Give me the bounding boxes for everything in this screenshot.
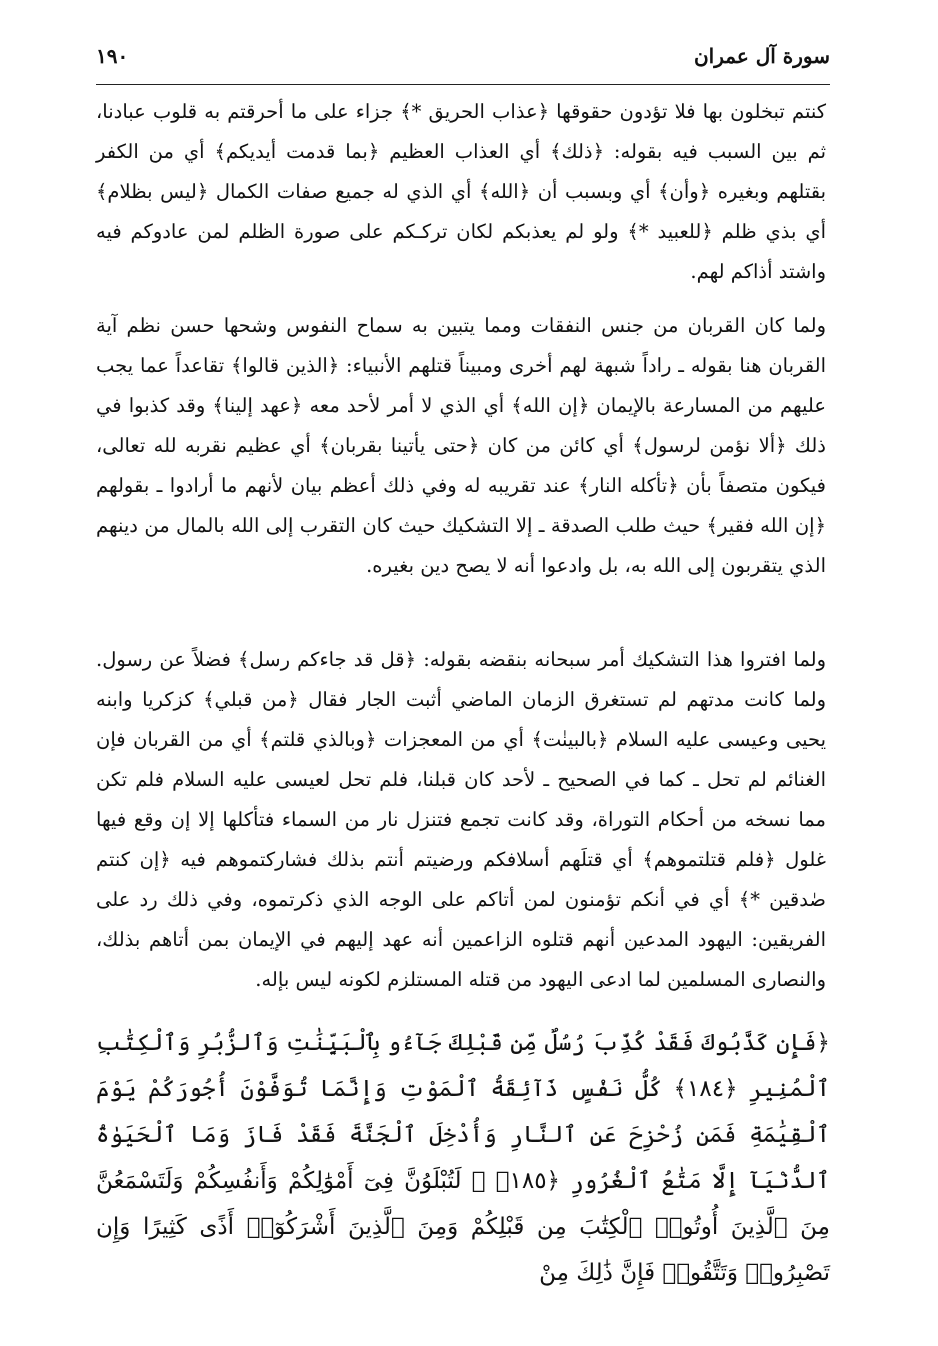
- paragraph-1: كنتم تبخلون بها فلا تؤدون حقوقها ﴿عذاب الحريق *﴾ جزاء على ما أحرقتم به قلوب عبادنا، ثم بين السبب فيه بقوله: ﴿ذلك﴾ أي العذاب العظيم ﴿بما قدمت أيديكم﴾ أي من الكفر بقتلهم وبغيره ﴿وأن﴾ أي وبسبب أن ﴿الله﴾ أي الذي له جميع صفات الكمال ﴿ليس بظلام﴾ أي بذي ظلم ﴿للعبيد *﴾ ولو لم يعذبكم لكان تركـكم على صورة الظلم لمن عادوكم فيه واشتد أذاكم لهم.: [96, 100, 826, 283]
- paragraph-2: ولما كان القربان من جنس النفقات ومما يتبين به سماح النفوس وشحها حسن نظم آية القربان هنا بقوله ـ راداً شبهة لهم أخرى ومبيناً قتلهم الأنبياء: ﴿الذين قالوا﴾ تقاعداً عما يجب عليهم من المسارعة بالإيمان ﴿إن الله﴾ أي الذي لا أمر لأحد معه ﴿عهد إلينا﴾ وقد كذبوا في ذلك ﴿ألا نؤمن لرسول﴾ أي كائن من كان ﴿حتى يأتينا بقربان﴾ أي عظيم نقربه لله تعالى، فيكون متصفاً بأن ﴿تأكله النار﴾ عند تقريبه له وفي ذلك أعظم بيان لأنهم ما أرادوا ـ بقولهم ﴿إن الله فقير﴾ حيث طلب الصدقة ـ إلا التشكيك حيث كان التقرب إلى الله بالمال من دينهم الذي يتقربون إلى الله به، بل وادعوا أنه لا يصح دين بغيره.: [96, 314, 826, 577]
- page-number: ١٩٠: [96, 44, 129, 68]
- quran-verse-text: ﴿فَإِن كَذَّبُوكَ فَقَدْ كُذِّبَ رُسُلٌ مِّن قَبْلِكَ جَآءُو بِٱلْبَيِّنَٰتِ وَٱلزُّبُرِ وَٱلْكِتَٰبِ ٱلْمُنِيرِ ﴿١٨٤﴾ كُلُّ نَفْسٍ ذَآئِقَةُ ٱلْمَوْتِ وَإِنَّمَا تُوَفَّوْنَ أُجُورَكُمْ يَوْمَ ٱلْقِيَٰمَةِ فَمَن زُحْزِحَ عَنِ ٱلنَّارِ وَأُدْخِلَ ٱلْجَنَّةَ فَقَدْ فَازَ وَمَا ٱلْحَيَوٰةُ ٱلدُّنْيَآ إِلَّا مَتَٰعُ ٱلْغُرُورِ ﴿١٨٥﴾ ۞ لَتُبْلَوُنَّ فِىٓ أَمْوَٰلِكُمْ وَأَنفُسِكُمْ وَلَتَسْمَعُنَّ مِنَ ٱلَّذِينَ أُوتُوا۟ ٱلْكِتَٰبَ مِن قَبْلِكُمْ وَمِنَ ٱلَّذِينَ أَشْرَكُوٓا۟ أَذًى كَثِيرًا وَإِن تَصْبِرُوا۟ وَتَتَّقُوا۟ فَإِنَّ ذَٰلِكَ مِنْ: [96, 1030, 830, 1286]
- quran-verses: [96, 1020, 830, 1296]
- paragraph-3: ولما افتروا هذا التشكيك أمر سبحانه بنقضه بقوله: ﴿قل قد جاءكم رسل﴾ فضلاً عن رسول. ولما كانت مدتهم لم تستغرق الزمان الماضي أثبت الجار فقال ﴿من قبلي﴾ كزكريا وابنه يحيى وعيسى عليه السلام ﴿بالبينٰت﴾ أي من المعجزات ﴿وبالذي قلتم﴾ أي من القربان فإن الغنائم لم تحل ـ كما في الصحيح ـ لأحد كان قبلنا، فلم تحل لعيسى عليه السلام فلم تكن مما نسخه من أحكام التوراة، وقد كانت تجمع فتنزل نار من السماء فتأكلها إلا إن وقع فيها غلول ﴿فلم قتلتموهم﴾ أي قتلَهم أسلافكم ورضيتم أنتم بذلك فشاركتموهم فيه ﴿إن كنتم صٰدقين *﴾ أي في أنكم تؤمنون لمن أتاكم على الوجه الذي ذكرتموه، وفي ذلك رد على الفريقين: اليهود المدعين أنهم قتلوه الزاعمين أنه عهد إليهم في الإيمان بمن أتاهم بذلك، والنصارى المسلمين لما ادعى اليهود من قتله المستلزم لكونه ليس بإله.: [96, 648, 826, 991]
- page-header: [96, 40, 830, 80]
- commentary-text: [96, 92, 826, 1040]
- surah-name: سورة آل عمران: [693, 44, 830, 68]
- header-divider: [96, 84, 830, 85]
